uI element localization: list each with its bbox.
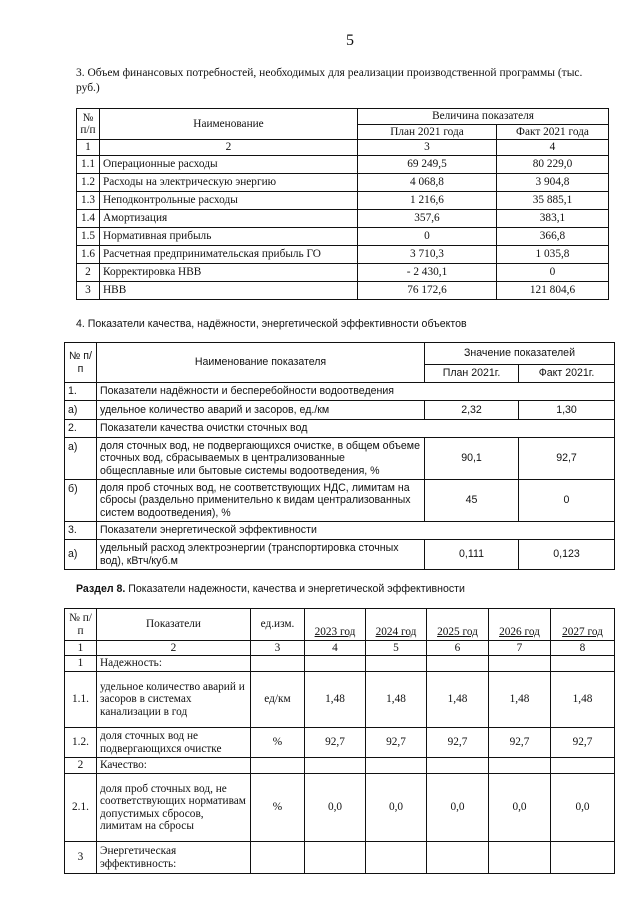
header-fact: Факт 2021г. <box>519 365 615 383</box>
row-name: Корректировка НВВ <box>100 264 358 282</box>
row-plan: 1 216,6 <box>358 192 497 210</box>
group-row <box>65 383 615 401</box>
row-fact: 1,30 <box>519 401 615 420</box>
section3-title <box>76 66 621 96</box>
quality-reliability-table <box>64 342 615 570</box>
page-number: 5 <box>346 32 354 49</box>
row-name: доля проб сточных вод, не соответствующих нормативам допустимых сбросов, лимитам на сбросы <box>97 774 251 842</box>
row-unit: ед/км <box>251 672 305 728</box>
header-year <box>489 609 551 641</box>
index-cell: 6 <box>427 641 489 656</box>
group-row <box>65 522 615 540</box>
index-cell: 5 <box>366 641 427 656</box>
group-row <box>65 842 615 874</box>
row-fact: 3 904,8 <box>497 174 609 192</box>
row-plan: 4 068,8 <box>358 174 497 192</box>
row-plan: 0,111 <box>425 540 519 570</box>
row-fact: 80 229,0 <box>497 156 609 174</box>
header-plan: План 2021 года <box>358 125 497 140</box>
row-value: 0,0 <box>489 774 551 842</box>
index-cell: 4 <box>497 140 609 156</box>
row-num: 1.4 <box>77 210 100 228</box>
row-plan: 90,1 <box>425 438 519 480</box>
table-row <box>65 728 615 758</box>
row-value: 1,48 <box>489 672 551 728</box>
row-name: Операционные расходы <box>100 156 358 174</box>
row-num: 1 <box>65 656 97 672</box>
section8-title-rest: Показатели надежности, качества и энергетической эффективности <box>128 583 465 595</box>
index-cell: 3 <box>251 641 305 656</box>
row-num: 1.3 <box>77 192 100 210</box>
header-num: № п/п <box>65 609 97 641</box>
header-name: Наименование показателя <box>97 343 425 383</box>
index-cell: 8 <box>551 641 615 656</box>
row-num: 1.5 <box>77 228 100 246</box>
row-fact: 366,8 <box>497 228 609 246</box>
group-row <box>65 656 615 672</box>
row-name: удельное количество аварий и засоров в системах канализации в год <box>97 672 251 728</box>
row-value: 0,0 <box>305 774 366 842</box>
table-row <box>77 264 609 282</box>
header-unit: ед.изм. <box>251 609 305 641</box>
row-plan: 69 249,5 <box>358 156 497 174</box>
table-row <box>65 401 615 420</box>
header-name: Наименование <box>100 109 358 140</box>
row-plan: 0 <box>358 228 497 246</box>
row-value: 0,0 <box>427 774 489 842</box>
table-row <box>77 174 609 192</box>
indicators-forecast-table <box>64 608 615 874</box>
table-row <box>77 282 609 300</box>
table-row <box>65 480 615 522</box>
row-fact: 1 035,8 <box>497 246 609 264</box>
row-value: 92,7 <box>551 728 615 758</box>
group-name: Показатели энергетической эффективности <box>97 522 615 540</box>
index-row <box>65 641 615 656</box>
row-value: 0,0 <box>366 774 427 842</box>
row-name: доля проб сточных вод, не соответствующих НДС, лимитам на сбросы (раздельно применительно к видам централизованных систем водоотведения), % <box>97 480 425 522</box>
year-label: 2026 год <box>499 625 540 638</box>
row-fact: 383,1 <box>497 210 609 228</box>
header-year <box>305 609 366 641</box>
header-num: № п/п <box>77 109 100 140</box>
header-num: № п/п <box>65 343 97 383</box>
table-row <box>77 246 609 264</box>
row-fact: 0,123 <box>519 540 615 570</box>
section8-title <box>76 582 616 597</box>
row-name: Расчетная предпринимательская прибыль ГО <box>100 246 358 264</box>
row-name: Неподконтрольные расходы <box>100 192 358 210</box>
index-cell: 4 <box>305 641 366 656</box>
row-fact: 0 <box>497 264 609 282</box>
row-name: доля сточных вод не подвергающихся очистке <box>97 728 251 758</box>
header-value: Значение показателей <box>425 343 615 365</box>
group-row <box>65 420 615 438</box>
row-num: 3. <box>65 522 97 540</box>
table-row <box>65 672 615 728</box>
row-name: Расходы на электрическую энергию <box>100 174 358 192</box>
year-label: 2024 год <box>375 625 417 638</box>
table-row <box>65 438 615 480</box>
section8-title-bold: Раздел 8. <box>76 583 126 595</box>
row-value: 1,48 <box>366 672 427 728</box>
row-name: Качество: <box>97 758 251 774</box>
index-cell: 3 <box>358 140 497 156</box>
row-num: а) <box>65 401 97 420</box>
row-plan: 45 <box>425 480 519 522</box>
row-plan: - 2 430,1 <box>358 264 497 282</box>
index-cell: 2 <box>100 140 358 156</box>
table-row <box>65 540 615 570</box>
row-unit: % <box>251 774 305 842</box>
table-row <box>77 210 609 228</box>
header-year <box>551 609 615 641</box>
row-name: Амортизация <box>100 210 358 228</box>
financial-needs-table <box>76 108 609 300</box>
row-plan: 2,32 <box>425 401 519 420</box>
group-name: Показатели качества очистки сточных вод <box>97 420 615 438</box>
row-value: 92,7 <box>366 728 427 758</box>
row-num: б) <box>65 480 97 522</box>
section4-title: 4. Показатели качества, надёжности, энергетической эффективности объектов <box>76 318 467 330</box>
table-row <box>77 192 609 210</box>
index-cell: 7 <box>489 641 551 656</box>
year-label: 2025 год <box>437 625 478 638</box>
row-num: а) <box>65 540 97 570</box>
row-value: 92,7 <box>305 728 366 758</box>
row-fact: 35 885,1 <box>497 192 609 210</box>
row-value: 0,0 <box>551 774 615 842</box>
row-num: 2. <box>65 420 97 438</box>
row-num: 2 <box>77 264 100 282</box>
header-plan: План 2021г. <box>425 365 519 383</box>
table-row <box>65 774 615 842</box>
row-name: удельный расход электроэнергии (транспортировка сточных вод), кВтч/куб.м <box>97 540 425 570</box>
year-label: 2027 год <box>562 625 603 638</box>
row-name: Надежность: <box>97 656 251 672</box>
row-name: НВВ <box>100 282 358 300</box>
row-plan: 76 172,6 <box>358 282 497 300</box>
row-value: 1,48 <box>551 672 615 728</box>
row-name: доля сточных вод, не подвергающихся очистке, в общем объеме сточных вод, сбрасываемых в централизованные общесплавные или бытовые системы водоотведения, % <box>97 438 425 480</box>
table-row <box>77 156 609 174</box>
group-name: Показатели надёжности и бесперебойности водоотведения <box>97 383 615 401</box>
row-name: удельное количество аварий и засоров, ед./км <box>97 401 425 420</box>
index-cell: 1 <box>77 140 100 156</box>
header-year <box>366 609 427 641</box>
row-num: 1.2. <box>65 728 97 758</box>
section3-title-line1: 3. Объем финансовых потребностей, необходимых для реализации производственной программы (тыс. <box>76 67 583 79</box>
row-num: 1.1 <box>77 156 100 174</box>
row-num: 1.1. <box>65 672 97 728</box>
row-fact: 121 804,6 <box>497 282 609 300</box>
row-num: 3 <box>65 842 97 874</box>
index-cell: 1 <box>65 641 97 656</box>
year-label: 2023 год <box>314 625 356 638</box>
group-row <box>65 758 615 774</box>
row-num: 1. <box>65 383 97 401</box>
header-name: Показатели <box>97 609 251 641</box>
row-name: Нормативная прибыль <box>100 228 358 246</box>
section3-title-line2: руб.) <box>76 82 100 94</box>
row-fact: 92,7 <box>519 438 615 480</box>
row-plan: 357,6 <box>358 210 497 228</box>
index-row <box>77 140 609 156</box>
row-value: 92,7 <box>427 728 489 758</box>
header-fact: Факт 2021 года <box>497 125 609 140</box>
index-cell: 2 <box>97 641 251 656</box>
row-num: 2 <box>65 758 97 774</box>
header-year <box>427 609 489 641</box>
row-fact: 0 <box>519 480 615 522</box>
row-num: 2.1. <box>65 774 97 842</box>
row-num: 1.2 <box>77 174 100 192</box>
row-num: 3 <box>77 282 100 300</box>
row-plan: 3 710,3 <box>358 246 497 264</box>
row-num: а) <box>65 438 97 480</box>
row-value: 1,48 <box>427 672 489 728</box>
row-name: Энергетическая эффективность: <box>97 842 251 874</box>
row-value: 1,48 <box>305 672 366 728</box>
row-num: 1.6 <box>77 246 100 264</box>
row-value: 92,7 <box>489 728 551 758</box>
header-value: Величина показателя <box>358 109 609 125</box>
table-row <box>77 228 609 246</box>
row-unit: % <box>251 728 305 758</box>
